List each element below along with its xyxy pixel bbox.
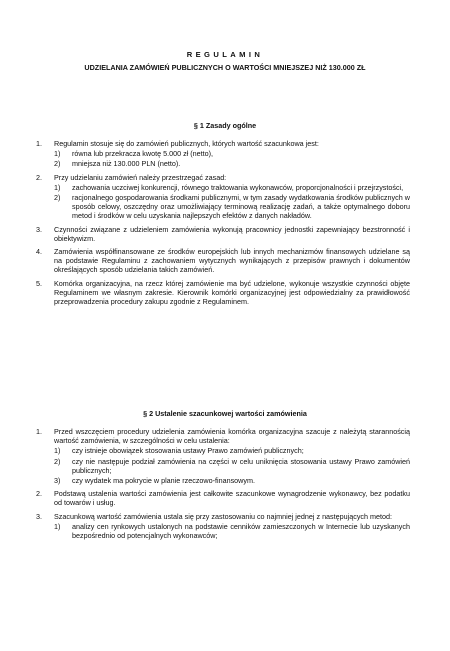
list-item: [36, 139, 410, 169]
sub-item-number: 1): [54, 521, 61, 531]
item-number: 3.: [36, 224, 42, 234]
sub-item-number: 1): [54, 182, 61, 192]
list-item: [36, 173, 410, 221]
sub-item: [54, 446, 410, 455]
sub-item-number: 2): [54, 456, 61, 466]
document-title: REGULAMIN: [186, 50, 264, 59]
sub-item-text: czy wydatek ma pokrycie w planie rzeczowo-finansowym.: [72, 476, 255, 486]
list-item: [36, 427, 410, 485]
sub-item-number: 1): [54, 446, 61, 456]
sub-item-number: 3): [54, 476, 61, 486]
item-number: 2.: [36, 489, 42, 499]
sub-item-number: 1): [54, 149, 61, 159]
list-item: [36, 512, 410, 541]
item-number: 4.: [36, 247, 42, 257]
sub-item: [54, 476, 410, 485]
sub-item-number: 2): [54, 159, 61, 169]
sub-item-text: czy istnieje obowiązek stosowania ustawy Prawo zamówień publicznych;: [72, 446, 304, 456]
sub-item-text: równa lub przekracza kwotę 5.000 zł (netto),: [72, 149, 214, 159]
item-number: 1.: [36, 427, 42, 436]
sub-item-text: analizy cen rynkowych ustalonych na podstawie cenników zamieszczonych w Internecie lub uzyskanych bezpośrednio od potencjalnych wykonawców;: [72, 521, 410, 541]
list-item: [36, 279, 410, 307]
sub-item-text: czy nie następuje podział zamówienia na części w celu uniknięcia stosowania ustawy Prawo zamówień publicznych;: [72, 456, 410, 475]
item-number: 2.: [36, 172, 42, 182]
item-number: 1.: [36, 139, 42, 148]
item-number: 5.: [36, 278, 42, 288]
section-2-heading: § 2 Ustalenie szacunkowej wartości zamówienia: [143, 409, 307, 418]
sub-item: [54, 457, 410, 475]
page-bottom-fade: [0, 620, 450, 651]
list-item: [36, 225, 410, 243]
section-2-list: [36, 427, 410, 544]
list-item: [36, 489, 410, 507]
item-text: Przed wszczęciem procedury udzielenia zamówienia komórka organizacyjna szacuje z należytą starannością wartość zamówienia, w szczególności w celu ustalenia:: [54, 427, 410, 446]
sub-item-text: racjonalnego gospodarowania środkami publicznymi, w tym zasady wydatkowania środków publicznych w sposób celowy, oszczędny oraz umożliwiający terminową realizację zadań, a także optymalnego doboru metod i środków w celu uzyskania najlepszych efektów z danych nakładów.: [72, 193, 410, 221]
item-text: Regulamin stosuje się do zamówień publicznych, których wartość szacunkowa jest:: [54, 139, 319, 148]
item-text: Czynności związane z udzieleniem zamówienia wykonują pracownicy jednostki zapewniający bezstronność i obiektywizm.: [54, 224, 410, 243]
sub-item: [54, 159, 410, 168]
sub-item: [54, 183, 410, 192]
item-text: Zamówienia współfinansowane ze środków europejskich lub innych mechanizmów finansowych udzielane są na podstawie Regulaminu z zachowaniem wytycznych wynikających z przepisów prawnych i dokumentów określających sposób udzielania takich zamówień.: [54, 247, 410, 275]
item-number: 3.: [36, 511, 42, 521]
sub-item-text: mniejsza niż 130.000 PLN (netto).: [72, 159, 181, 169]
document-subtitle: UDZIELANIA ZAMÓWIEŃ PUBLICZNYCH O WARTOŚCI MNIEJSZEJ NIŻ 130.000 ZŁ: [84, 63, 366, 72]
item-text: Komórka organizacyjna, na rzecz której zamówienie ma być udzielone, wykonuje wszystkie czynności objęte Regulaminem we własnym zakresie. Kierownik komórki organizacyjnej jest odpowiedzialny za prawidłowość przeprowadzenia procedury zakupu zgodnie z Regulaminem.: [54, 278, 410, 307]
item-text: Szacunkową wartość zamówienia ustala się przy zastosowaniu co najmniej jednej z następujących metod:: [54, 511, 392, 521]
sub-item: [54, 193, 410, 221]
list-item: [36, 247, 410, 275]
sub-item: [54, 522, 410, 540]
sub-item-number: 2): [54, 193, 61, 203]
section-1-list: [36, 139, 410, 310]
item-text: Podstawą ustalenia wartości zamówienia jest całkowite szacunkowe wynagrodzenie wykonawcy, bez podatku od towarów i usług.: [54, 489, 410, 508]
section-1-heading: § 1 Zasady ogólne: [193, 121, 257, 130]
item-text: Przy udzielaniu zamówień należy przestrzegać zasad:: [54, 172, 227, 182]
sub-item-text: zachowania uczciwej konkurencji, równego traktowania wykonawców, proporcjonalności i przejrzystości,: [72, 182, 404, 192]
sub-item: [54, 149, 410, 158]
